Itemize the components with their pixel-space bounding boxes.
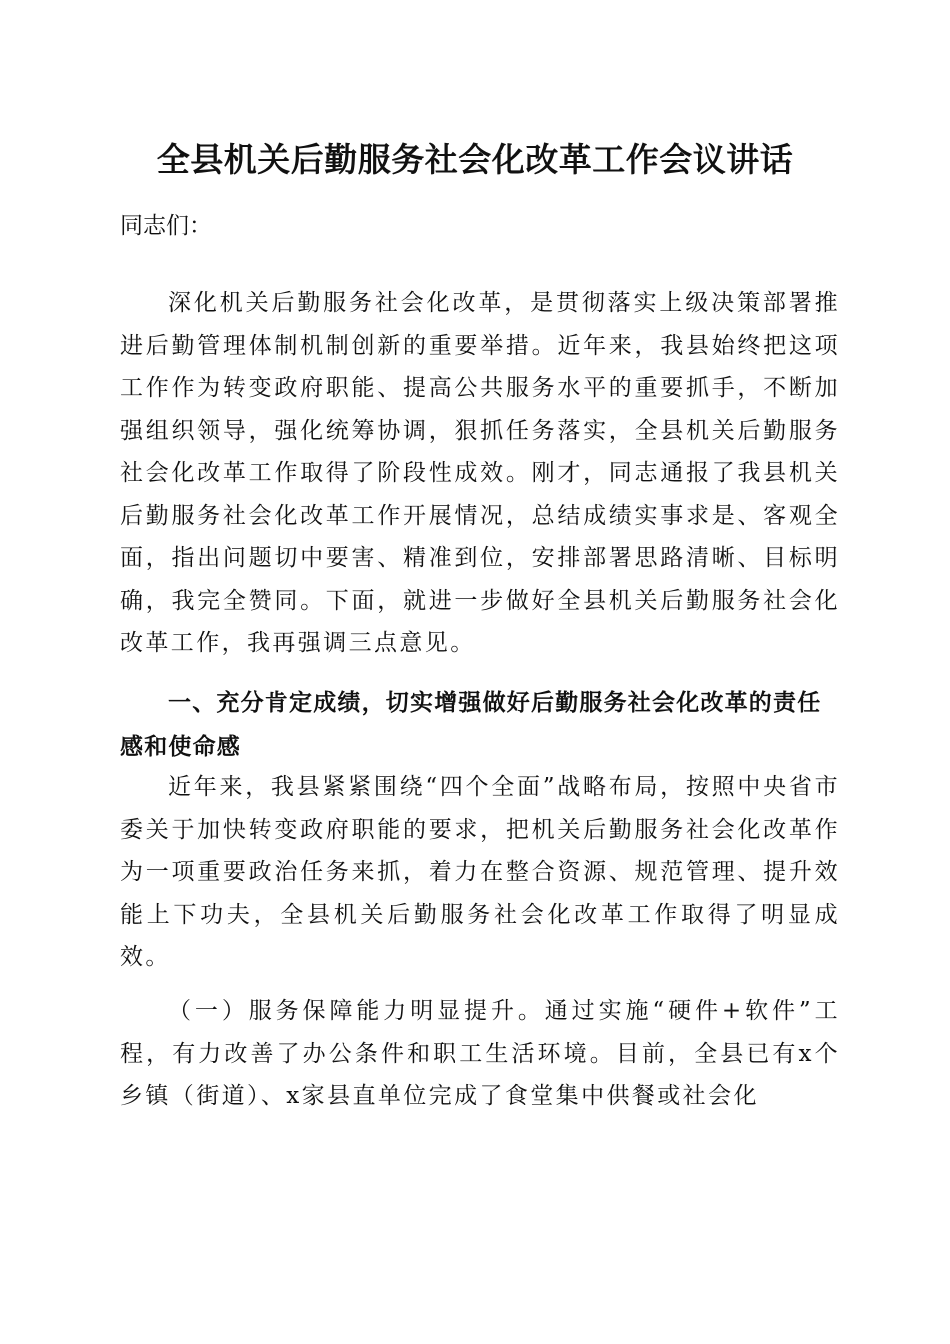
document-title: 全县机关后勤服务社会化改革工作会议讲话	[156, 140, 794, 179]
salutation: 同志们：	[120, 213, 212, 239]
paragraph-subsection-1: （一）服务保障能力明显提升。通过实施“硬件+软件”工程，有力改善了办公条件和职工生活环境。目前，全县已有x个乡镇（街道）、x家县直单位完成了食堂集中供餐或社会化	[120, 998, 840, 1109]
paragraph-intro: 深化机关后勤服务社会化改革，是贯彻落实上级决策部署推进后勤管理体制机制创新的重要举措。近年来，我县始终把这项工作作为转变政府职能、提高公共服务水平的重要抓手，不断加强组织领导，强化统筹协调，狠抓任务落实，全县机关后勤服务社会化改革工作取得了阶段性成效。刚才，同志通报了我县机关后勤服务社会化改革工作开展情况，总结成绩实事求是、客观全面，指出问题切中要害、精准到位，安排部署思路清晰、目标明确，我完全赞同。下面，就进一步做好全县机关后勤服务社会化改革工作，我再强调三点意见。	[120, 290, 840, 656]
paragraph-section-1: 近年来，我县紧紧围绕“四个全面”战略布局，按照中央省市委关于加快转变政府职能的要求，把机关后勤服务社会化改革作为一项重要政治任务来抓，着力在整合资源、规范管理、提升效能上下功夫，全县机关后勤服务社会化改革工作取得了明显成效。	[120, 774, 840, 970]
section-heading-1: 一、充分肯定成绩，切实增强做好后勤服务社会化改革的责任感和使命感	[120, 690, 822, 760]
